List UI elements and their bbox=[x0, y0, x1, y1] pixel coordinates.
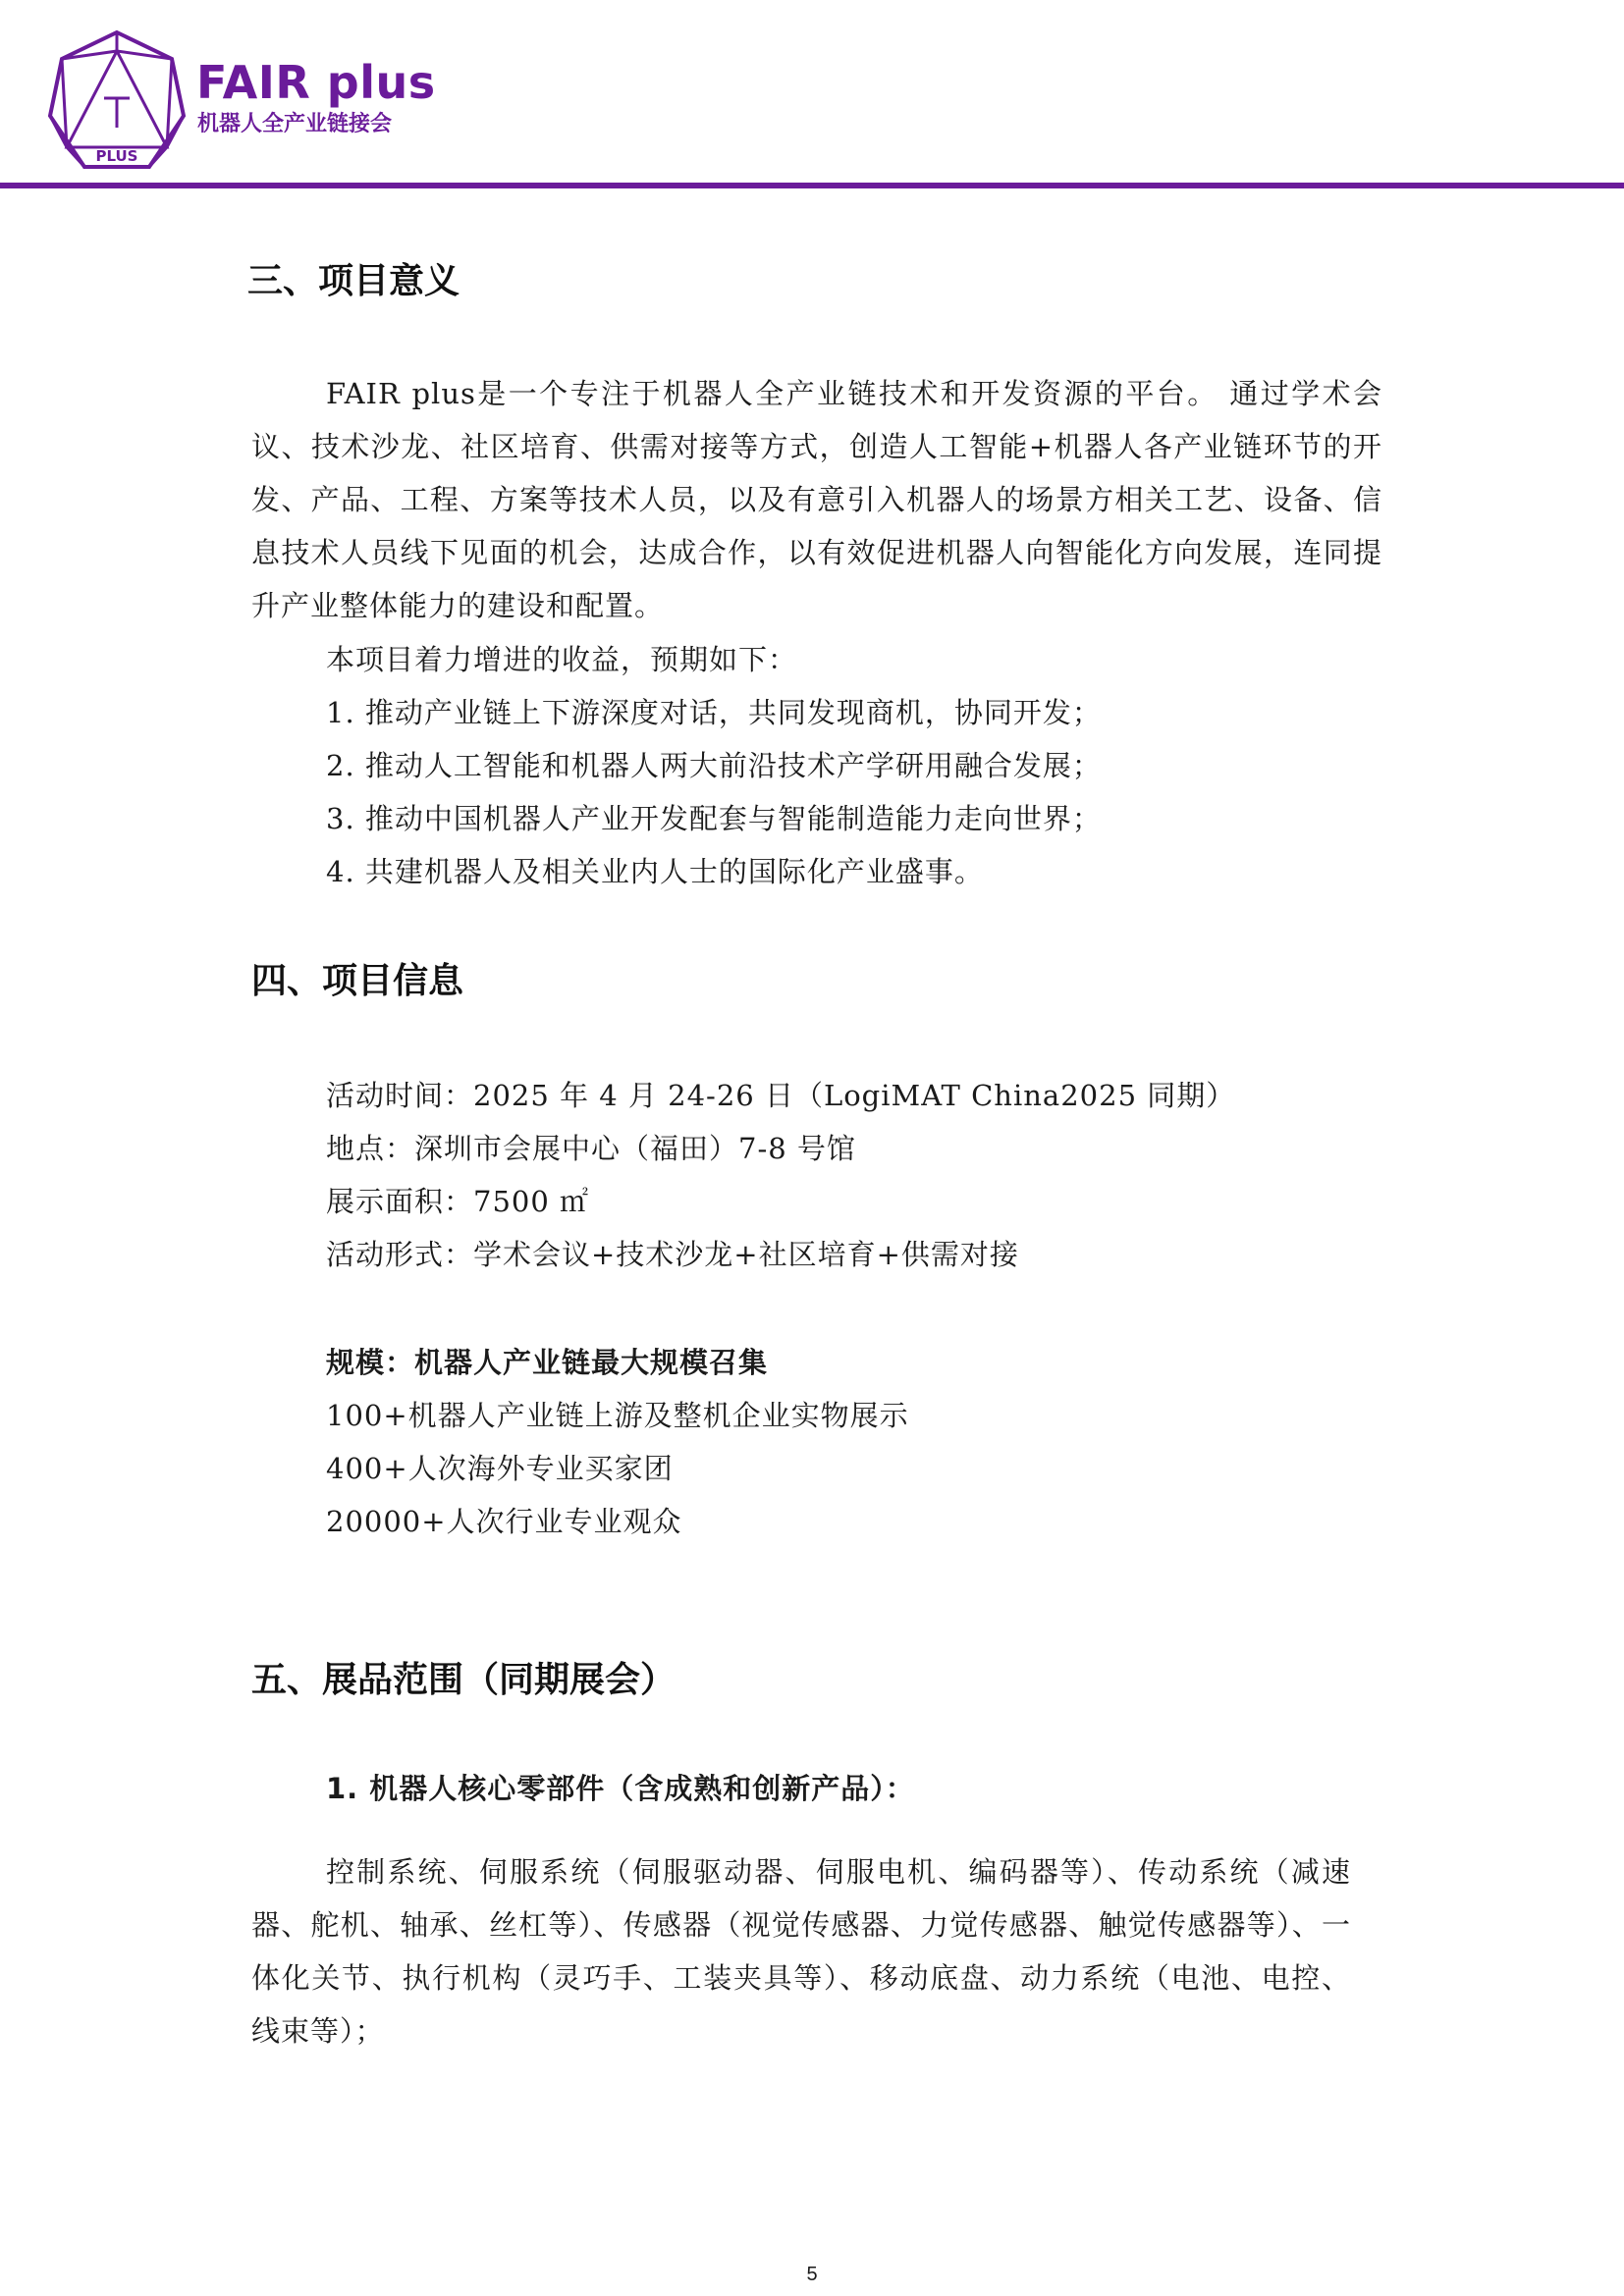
benefits-lead: 本项目着力增进的收益，预期如下： bbox=[326, 643, 798, 676]
brand-name: FAIR plus bbox=[196, 56, 436, 109]
fair-plus-logo bbox=[47, 29, 187, 175]
page-number: 5 bbox=[806, 2264, 818, 2285]
section-4-title: 四、项目信息 bbox=[251, 961, 464, 1001]
benefit-item: 2. 推动人工智能和机器人两大前沿技术产学研用融合发展； bbox=[326, 749, 1102, 782]
scale-title: 规模：机器人产业链最大规模召集 bbox=[326, 1346, 769, 1379]
brand-subtitle: 机器人全产业链接会 bbox=[197, 112, 393, 136]
info-time: 活动时间：2025 年 4 月 24-26 日（LogiMAT China2025 同期） bbox=[326, 1079, 1236, 1112]
svg-text:PLUS: PLUS bbox=[95, 147, 138, 165]
section-3-intro: FAIR plus是一个专注于机器人全产业链技术和开发资源的平台。 通过学术会议、技术沙龙、社区培育、供需对接等方式，创造人工智能+机器人各产业链环节的开发、产品、工程、方案等技术人员，以及有意引入机器人的场景方相关工艺、设备、信息技术人员线下见面的机会，达成合作，以有效促进机器人向智能化方向发展，连同提升产业整体能力的建设和配置。 bbox=[251, 377, 1382, 622]
scale-item: 100+机器人产业链上游及整机企业实物展示 bbox=[326, 1399, 909, 1432]
info-location: 地点：深圳市会展中心（福田）7-8 号馆 bbox=[326, 1132, 856, 1165]
info-format: 活动形式：学术会议+技术沙龙+社区培育+供需对接 bbox=[326, 1238, 1019, 1271]
info-area: 展示面积：7500 ㎡ bbox=[326, 1185, 590, 1218]
benefit-item: 4. 共建机器人及相关业内人士的国际化产业盛事。 bbox=[326, 855, 984, 888]
exhibit-category-1-text: 控制系统、伺服系统（伺服驱动器、伺服电机、编码器等）、传动系统（减速器、舵机、轴承、丝杠等）、传感器（视觉传感器、力觉传感器、触觉传感器等）、一体化关节、执行机构（灵巧手、工装夹具等）、移动底盘、动力系统（电池、电控、线束等）； bbox=[251, 1855, 1351, 2048]
section-3-title: 三、项目意义 bbox=[247, 261, 460, 301]
header-divider bbox=[0, 183, 1624, 188]
exhibit-category-1-title: 1. 机器人核心零部件（含成熟和创新产品）： bbox=[326, 1772, 915, 1805]
page-header bbox=[0, 0, 1624, 196]
benefit-item: 1. 推动产业链上下游深度对话，共同发现商机，协同开发； bbox=[326, 696, 1102, 729]
scale-item: 20000+人次行业专业观众 bbox=[326, 1505, 682, 1538]
benefit-item: 3. 推动中国机器人产业开发配套与智能制造能力走向世界； bbox=[326, 802, 1102, 835]
scale-item: 400+人次海外专业买家团 bbox=[326, 1452, 674, 1485]
section-5-title: 五、展品范围（同期展会） bbox=[251, 1660, 677, 1700]
